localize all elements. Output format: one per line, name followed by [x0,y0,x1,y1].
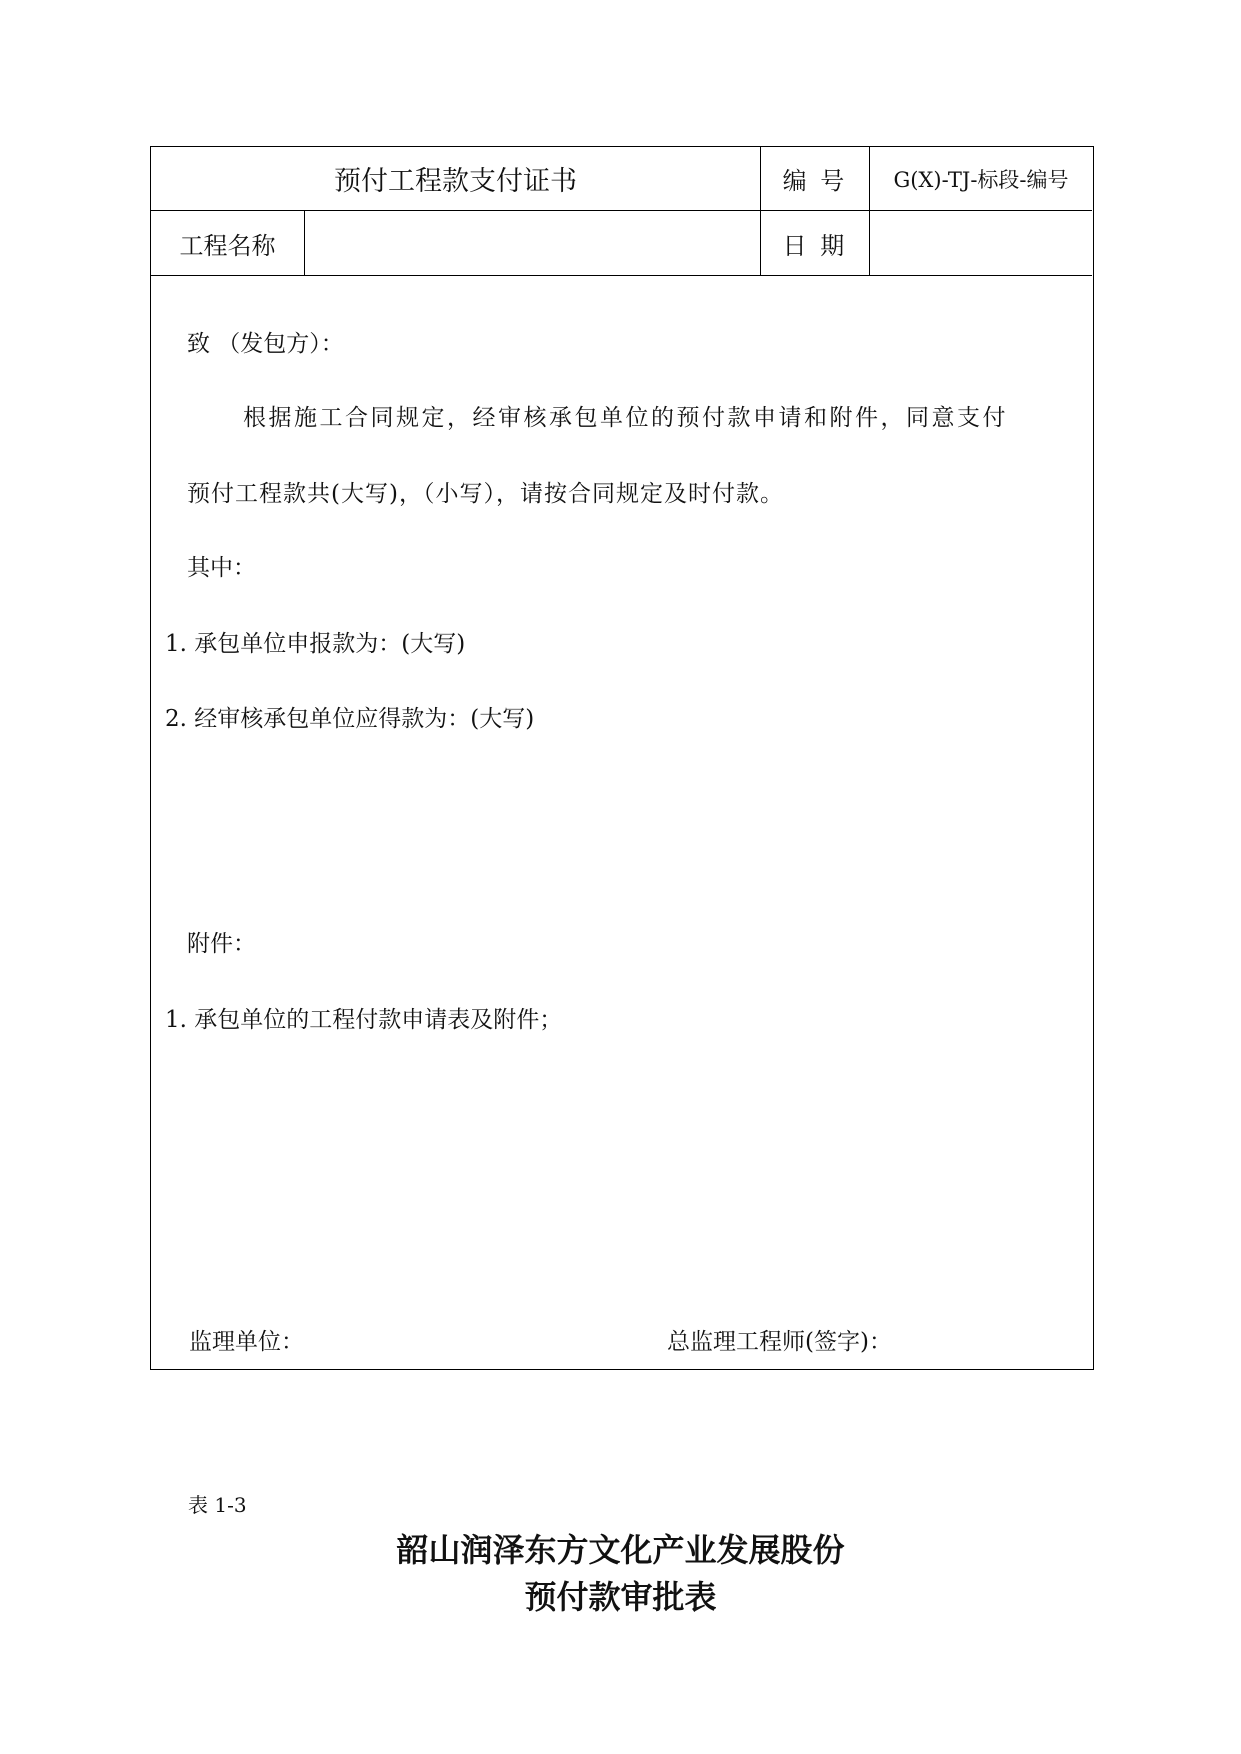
project-name-label: 工程名称 [179,231,276,260]
among-label: 其中： [187,555,256,581]
chief-engineer-signature-label: 总监理工程师(签字)： [667,1329,892,1355]
item-declared-amount: 1. 承包单位申报款为：(大写) [165,631,466,657]
company-name: 韶山润泽东方文化产业发展股份 [396,1531,845,1569]
date-value [870,211,1092,275]
attachments-label: 附件： [187,931,256,957]
row-divider-2 [151,275,1092,276]
approval-paragraph-line2: 预付工程款共(大写)，（小写），请按合同规定及时付款。 [187,481,784,507]
certificate-table [150,146,1094,1370]
addressee-line: 致 （发包方）： [187,331,344,357]
supervisor-unit-label: 监理单位： [189,1329,304,1355]
attachment-item-1: 1. 承包单位的工程付款申请表及附件； [165,1007,563,1033]
item-approved-amount: 2. 经审核承包单位应得款为：(大写) [165,706,535,732]
approval-paragraph-line1: 根据施工合同规定，经审核承包单位的预付款申请和附件，同意支付 [243,405,1008,431]
table-number: 表 1-3 [188,1493,247,1517]
project-name-value [305,211,760,275]
form-title: 预付款审批表 [524,1578,717,1616]
date-label: 日 期 [782,231,848,260]
number-label: 编 号 [782,167,848,195]
certificate-title: 预付工程款支付证书 [334,166,577,197]
number-value: G(X)-TJ-标段-编号 [893,167,1069,192]
